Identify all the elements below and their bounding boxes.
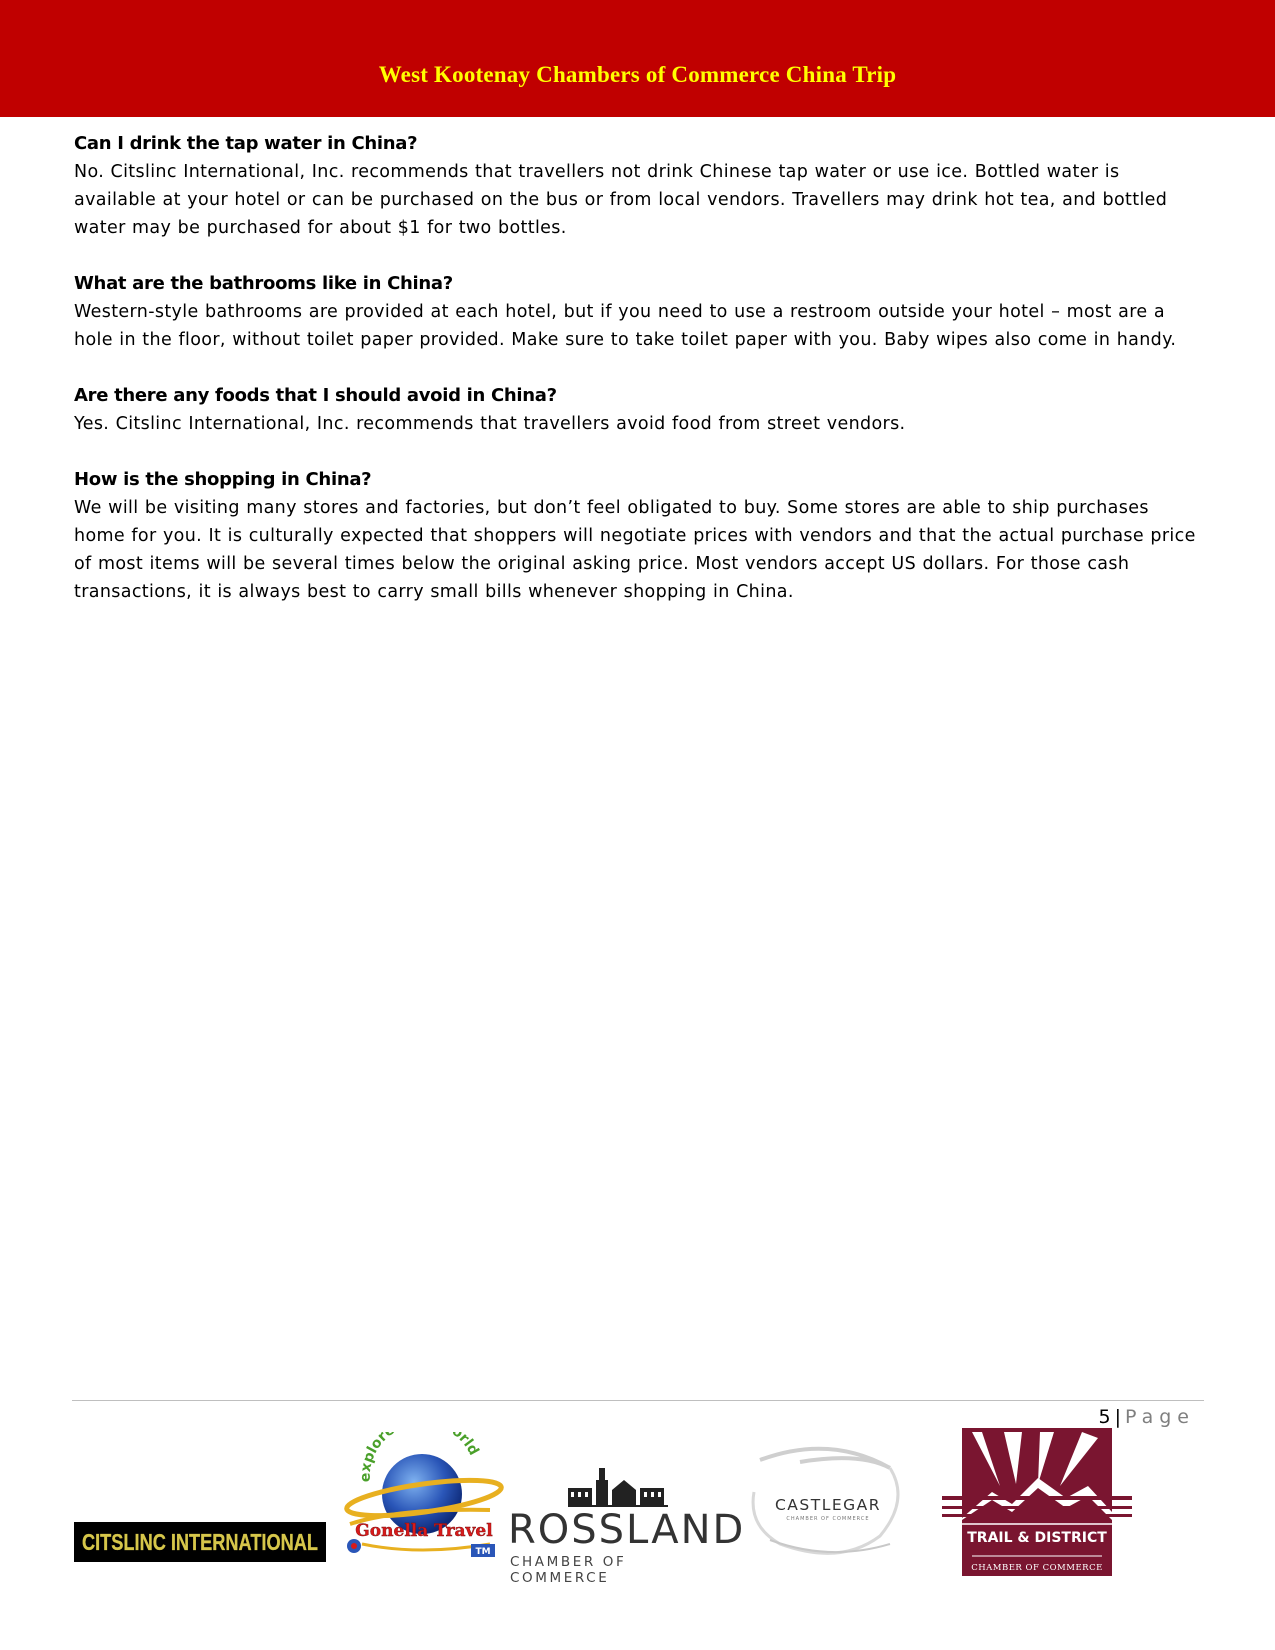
faq-item-tap-water (74, 130, 1204, 242)
rossland-skyline-icon (568, 1466, 668, 1508)
faq-answer: We will be visiting many stores and factories, but don’t feel obligated to buy. Some stores are able to ship purchases home for you. It is culturally expected that shoppers will negotiate prices with vendors and that the actual purchase price of most items will be several times below the original asking price. Most vendors accept US dollars. For those cash transactions, it is always best to carry small bills whenever shopping in China. (74, 498, 1196, 602)
citslinc-logo (74, 1522, 326, 1562)
trail-district-chamber-logo (942, 1428, 1132, 1578)
faq-answer: Western-style bathrooms are provided at each hotel, but if you need to use a restroom outside your hotel – most are a hole in the floor, without toilet paper provided. Make sure to take toilet paper with you. Baby wipes also come in handy. (74, 302, 1177, 350)
citslinc-logo-art (74, 1522, 326, 1562)
gonella-arc-text: explor orld (357, 1432, 482, 1483)
faq-answer: Yes. Citslinc International, Inc. recommends that travellers avoid food from street vendors. (74, 414, 906, 434)
castlegar-swoosh-art (740, 1440, 910, 1560)
trail-mountain-art (942, 1428, 1132, 1578)
faq-question: Can I drink the tap water in China? (74, 133, 418, 154)
castlegar-sub-text: CHAMBER OF COMMERCE (786, 1516, 870, 1522)
page-number-value: 5 (1098, 1406, 1111, 1428)
faq-item-shopping (74, 466, 1204, 606)
rossland-subtitle: CHAMBER OF COMMERCE (510, 1554, 627, 1586)
trail-name-text: TRAIL & DISTRICT (967, 1530, 1107, 1546)
gonella-globe-art (340, 1432, 505, 1564)
faq-item-bathrooms (74, 270, 1204, 354)
page-header-title: West Kootenay Chambers of Commerce China Trip (378, 62, 897, 87)
gonella-name-text: Gonella Travel (355, 1521, 493, 1541)
faq-answer: No. Citslinc International, Inc. recommends that travellers not drink Chinese tap water or use ice. Bottled water is available at your hotel or can be purchased on the bus or from local vendors. Travellers may drink hot tea, and bottled water may be purchased for about $1 for two bottles. (74, 162, 1168, 238)
citslinc-logo-text: CITSLINC INTERNATIONAL (82, 1529, 318, 1555)
faq-question: Are there any foods that I should avoid in China? (74, 385, 557, 406)
page-number (1099, 1406, 1196, 1428)
page-number-separator: | (1114, 1406, 1121, 1428)
castlegar-chamber-logo (740, 1440, 910, 1560)
faq-question: What are the bathrooms like in China? (74, 273, 453, 294)
faq-content (74, 130, 1204, 634)
faq-item-foods (74, 382, 1204, 438)
footer-divider (72, 1400, 1204, 1401)
header-band (0, 0, 1275, 117)
gonella-travel-logo (340, 1432, 505, 1564)
trail-sub-text: CHAMBER OF COMMERCE (971, 1563, 1103, 1573)
page-word: Page (1125, 1406, 1195, 1428)
faq-question: How is the shopping in China? (74, 469, 372, 490)
gonella-badge-text: TM (475, 1547, 491, 1557)
castlegar-name-text: CASTLEGAR (774, 1496, 882, 1514)
rossland-chamber-logo (508, 1466, 746, 1586)
rossland-name: ROSSLAND (508, 1507, 746, 1553)
